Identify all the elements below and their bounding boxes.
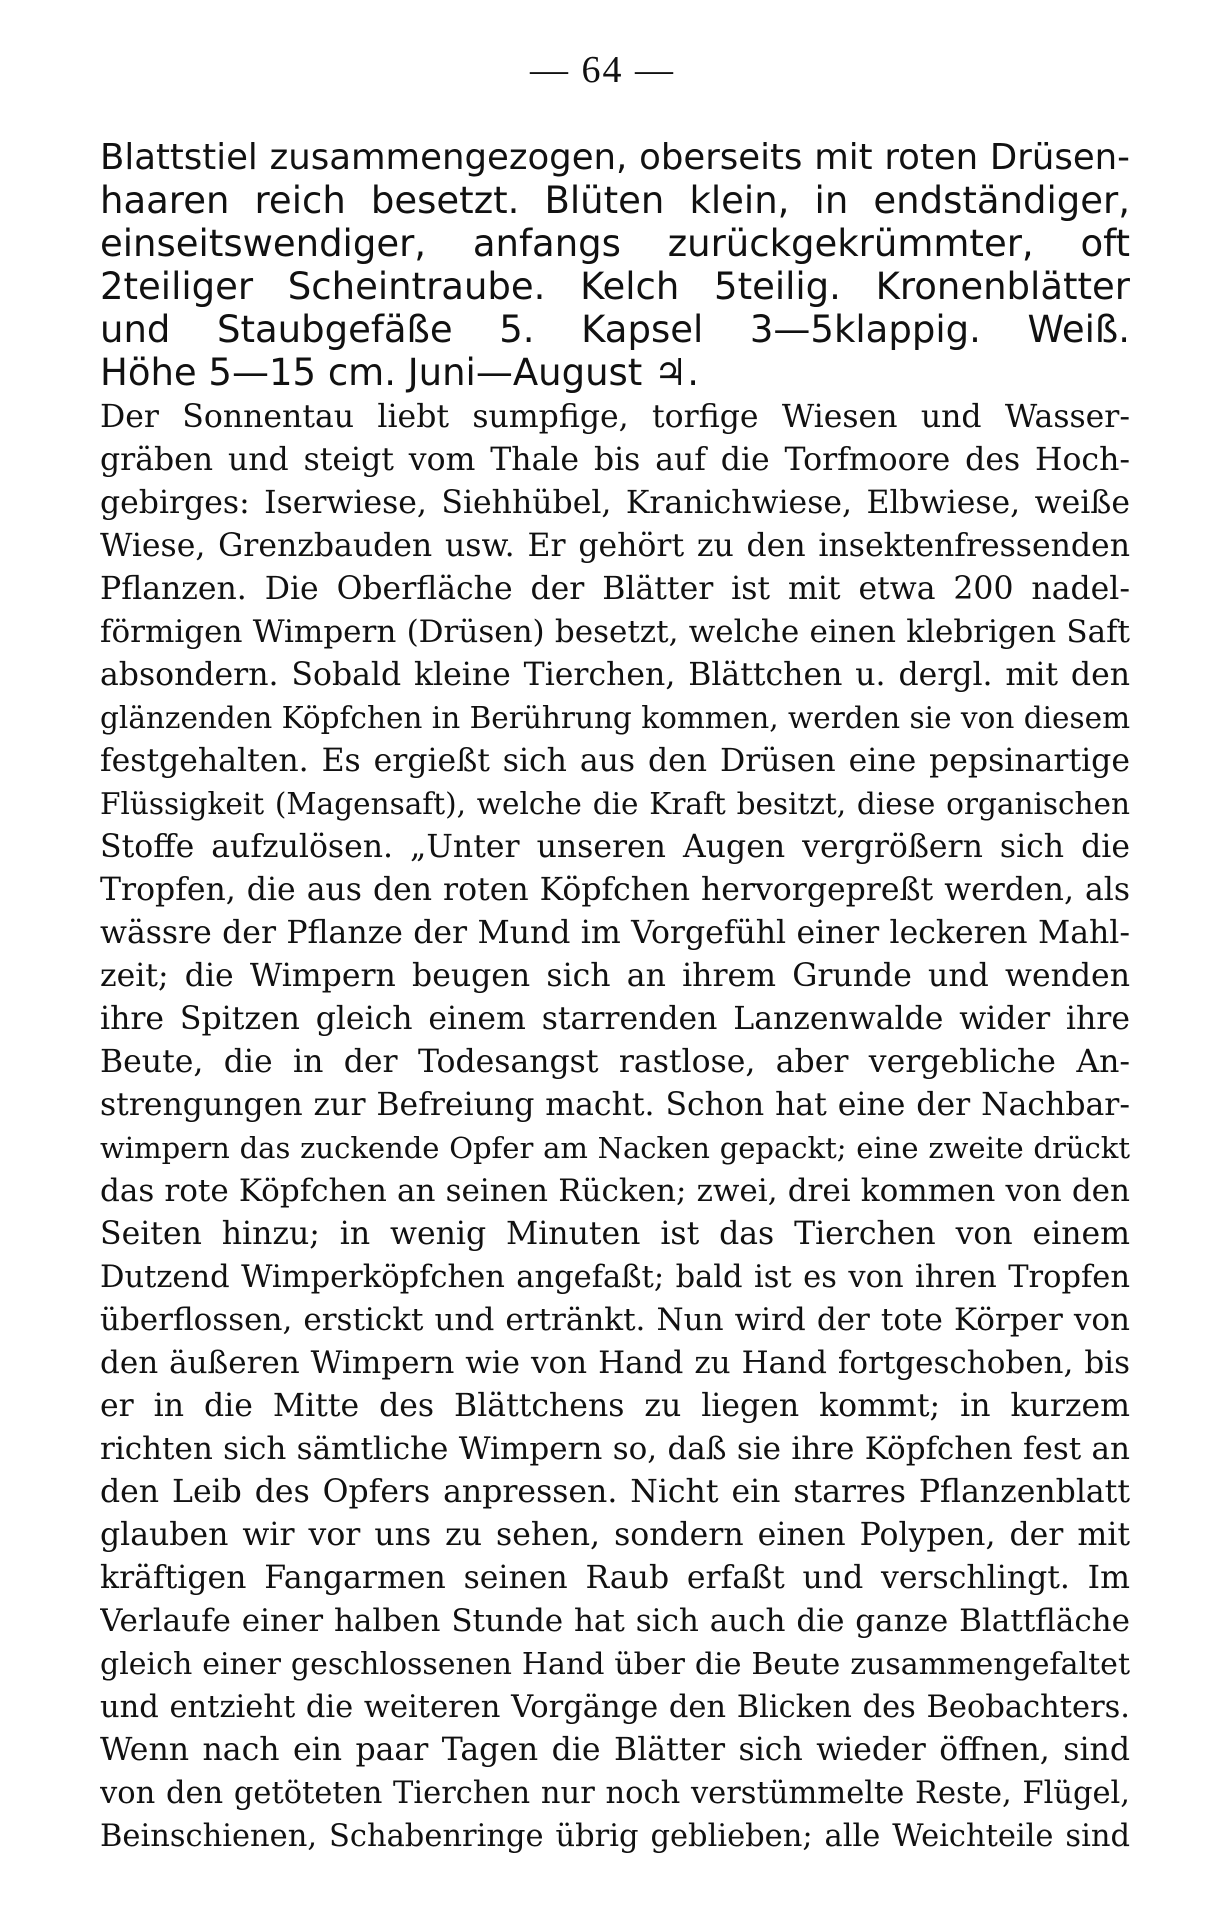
text-line: Wiese, Grenzbauden usw. Er gehört zu den insektenfressenden	[100, 528, 1130, 564]
text-line: Beinschienen, Schabenringe übrig geblieben; alle Weichteile sind	[100, 1819, 1130, 1854]
page-number: — 64 —	[530, 49, 675, 91]
text-line: er in die Mitte des Blättchens zu liegen kommt; in kurzem	[100, 1388, 1130, 1424]
text-line: einseitswendiger, anfangs zurückgekrümmter, oft	[100, 222, 1130, 265]
text-line: Höhe 5—15 cm. Juni—August ♃.	[100, 351, 699, 394]
text-line: Dutzend Wimperköpfchen angefaßt; bald ist es von ihren Tropfen	[100, 1260, 1130, 1295]
text-line: förmigen Wimpern (Drüsen) besetzt, welche einen klebrigen Saft	[100, 614, 1130, 650]
text-line: Beute, die in der Todesangst rastlose, aber vergebliche An-	[100, 1044, 1130, 1080]
text-line: überflossen, erstickt und ertränkt. Nun wird der tote Körper von	[100, 1302, 1130, 1338]
text-line: richten sich sämtliche Wimpern so, daß sie ihre Köpfchen fest an	[100, 1431, 1130, 1467]
text-line: gebirges: Iserwiese, Siehhübel, Kranichwiese, Elbwiese, weiße	[100, 485, 1130, 521]
text-line: wimpern das zuckende Opfer am Nacken gepackt; eine zweite drückt	[100, 1131, 1130, 1165]
text-line: und Staubgefäße 5. Kapsel 3—5klappig. Weiß.	[100, 308, 1130, 351]
text-line: Blattstiel zusammengezogen, oberseits mit roten Drüsen-	[100, 137, 1130, 178]
text-line: Der Sonnentau liebt sumpfige, torfige Wiesen und Wasser-	[100, 399, 1130, 435]
species-description	[100, 136, 1130, 394]
text-line: das rote Köpfchen an seinen Rücken; zwei, drei kommen von den	[100, 1173, 1130, 1209]
text-line: Verlaufe einer halben Stunde hat sich auch die ganze Blattfläche	[100, 1603, 1130, 1639]
text-line: haaren reich besetzt. Blüten klein, in endständiger,	[100, 179, 1130, 222]
text-line: Wenn nach ein paar Tagen die Blätter sich wieder öffnen, sind	[100, 1732, 1130, 1768]
text-line: 2teiliger Scheintraube. Kelch 5teilig. Kronenblätter	[100, 265, 1130, 308]
text-line: den äußeren Wimpern wie von Hand zu Hand fortgeschoben, bis	[100, 1345, 1130, 1381]
text-line: festgehalten. Es ergießt sich aus den Drüsen eine pepsinartige	[100, 743, 1130, 779]
text-line: den Leib des Opfers anpressen. Nicht ein starres Pflanzenblatt	[100, 1474, 1130, 1510]
text-line: Seiten hinzu; in wenig Minuten ist das Tierchen von einem	[100, 1216, 1130, 1252]
text-line: und entzieht die weiteren Vorgänge den Blicken des Beobachters.	[100, 1690, 1130, 1725]
text-line: ihre Spitzen gleich einem starrenden Lanzenwalde wider ihre	[100, 1001, 1130, 1037]
text-line: zeit; die Wimpern beugen sich an ihrem Grunde und wenden	[100, 958, 1130, 994]
text-line: Tropfen, die aus den roten Köpfchen hervorgepreßt werden, als	[100, 872, 1130, 908]
text-line: absondern. Sobald kleine Tierchen, Blättchen u. dergl. mit den	[100, 657, 1130, 693]
text-line: Pflanzen. Die Oberfläche der Blätter ist mit etwa 200 nadel-	[100, 571, 1130, 607]
text-line: Stoffe aufzulösen. „Unter unseren Augen vergrößern sich die	[100, 829, 1130, 865]
text-line: Flüssigkeit (Magensaft), welche die Kraft besitzt, diese organischen	[100, 787, 1130, 821]
text-line: glänzenden Köpfchen in Berührung kommen, werden sie von diesem	[100, 701, 1130, 735]
text-line: glauben wir vor uns zu sehen, sondern einen Polypen, der mit	[100, 1517, 1130, 1553]
text-line: gräben und steigt vom Thale bis auf die Torfmoore des Hoch-	[100, 442, 1130, 478]
text-line: gleich einer geschlossenen Hand über die Beute zusammengefaltet	[100, 1647, 1130, 1682]
body-paragraph	[100, 396, 1130, 1858]
text-line: wässre der Pflanze der Mund im Vorgefühl einer leckeren Mahl-	[100, 915, 1130, 951]
text-line: strengungen zur Befreiung macht. Schon hat eine der Nachbar-	[100, 1087, 1130, 1123]
text-line: kräftigen Fangarmen seinen Raub erfaßt und verschlingt. Im	[100, 1560, 1130, 1596]
text-line: von den getöteten Tierchen nur noch verstümmelte Reste, Flügel,	[100, 1776, 1130, 1811]
